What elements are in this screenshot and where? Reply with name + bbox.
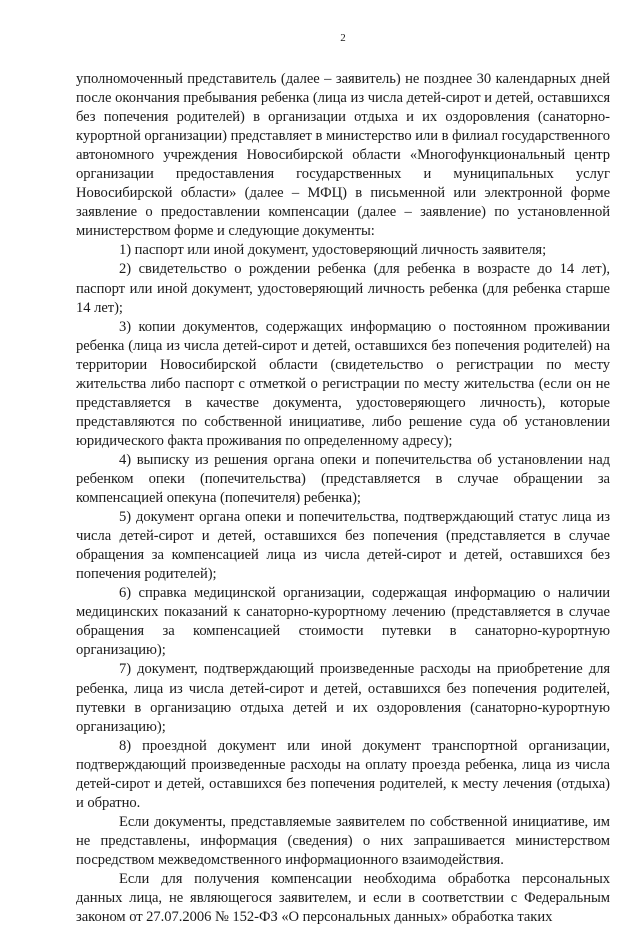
list-item-1: 1) паспорт или иной документ, удостоверяющий личность заявителя; — [119, 242, 547, 259]
page-number: 2 — [340, 32, 346, 44]
list-item-4: 4) выписку из решения органа опеки и попечительства об установлении над ребенком опеки (попечительства) (представляется в случае обращении за компенсацией опекуна (попечителя) ребенка); — [76, 451, 610, 507]
list-item-6: 6) справка медицинской организации, содержащая информацию о наличии медицинских показаний к санаторно-курортному лечению (представляется в случае обращения за компенсацией стоимости путевки в санаторно-курортную организацию); — [76, 585, 610, 659]
list-item-5: 5) документ органа опеки и попечительства, подтверждающий статус лица из числа детей-сирот и детей, оставшихся без попечения (представляется в случае обращения за компенсацией лица из числа детей-сирот и детей, оставшихся без попечения родителей); — [76, 509, 610, 583]
list-item-3: 3) копии документов, содержащих информацию о постоянном проживании ребенка (лица из числа детей-сирот и детей, оставшихся без попечения родителей) на территории Новосибирской области (свидетельство о регистрации по месту жительства либо паспорт с отметкой о регистрации по месту жительства (если он не представляется в качестве документа, удостоверяющего личность), которые представляются по собственной инициативе, либо решение суда об установлении юридического факта проживания по определенному адресу); — [76, 318, 610, 449]
paragraph-personal-data: Если для получения компенсации необходима обработка персональных данных лица, не являющегося заявителем, и если в соответствии с Федеральным законом от 27.07.2006 № 152-ФЗ «О персональных данных» обработка таких — [76, 870, 610, 926]
list-item-2: 2) свидетельство о рождении ребенка (для ребенка в возрасте до 14 лет), паспорт или иной документ, удостоверяющий личность ребенка (для ребенка старше 14 лет); — [76, 261, 610, 316]
document-body — [76, 70, 610, 927]
paragraph-interagency-request: Если документы, представляемые заявителем по собственной инициативе, им не представлены, информация (сведения) о них запрашивается министерством посредством межведомственного информационного взаимодействия. — [76, 813, 610, 868]
list-item-8: 8) проездной документ или иной документ транспортной организации, подтверждающий произведенные расходы на оплату проезда ребенка, лица из числа детей-сирот и детей, оставшихся без попечения родителей, к месту лечения (отдыха) и обратно. — [76, 737, 610, 811]
list-item-7: 7) документ, подтверждающий произведенные расходы на приобретение для ребенка, лица из числа детей-сирот и детей, оставшихся без попечения родителей, путевки в организацию отдыха детей и их оздоровления (санаторно-курортную организацию); — [76, 661, 610, 735]
paragraph-intro-continuation: уполномоченный представитель (далее – заявитель) не позднее 30 календарных дней после окончания пребывания ребенка (лица из числа детей-сирот и детей, оставшихся без попечения родителей) в организации отдыха и их оздоровления (санаторно-курортной организации) представляет в министерство или в филиал государственного автономного учреждения Новосибирской области «Многофункциональный центр организации предоставления государственных и муниципальных услуг Новосибирской области» (далее – МФЦ) в письменной или электронной форме заявление о предоставлении компенсации (далее – заявление) по установленной министерством форме и следующие документы: — [76, 71, 610, 240]
